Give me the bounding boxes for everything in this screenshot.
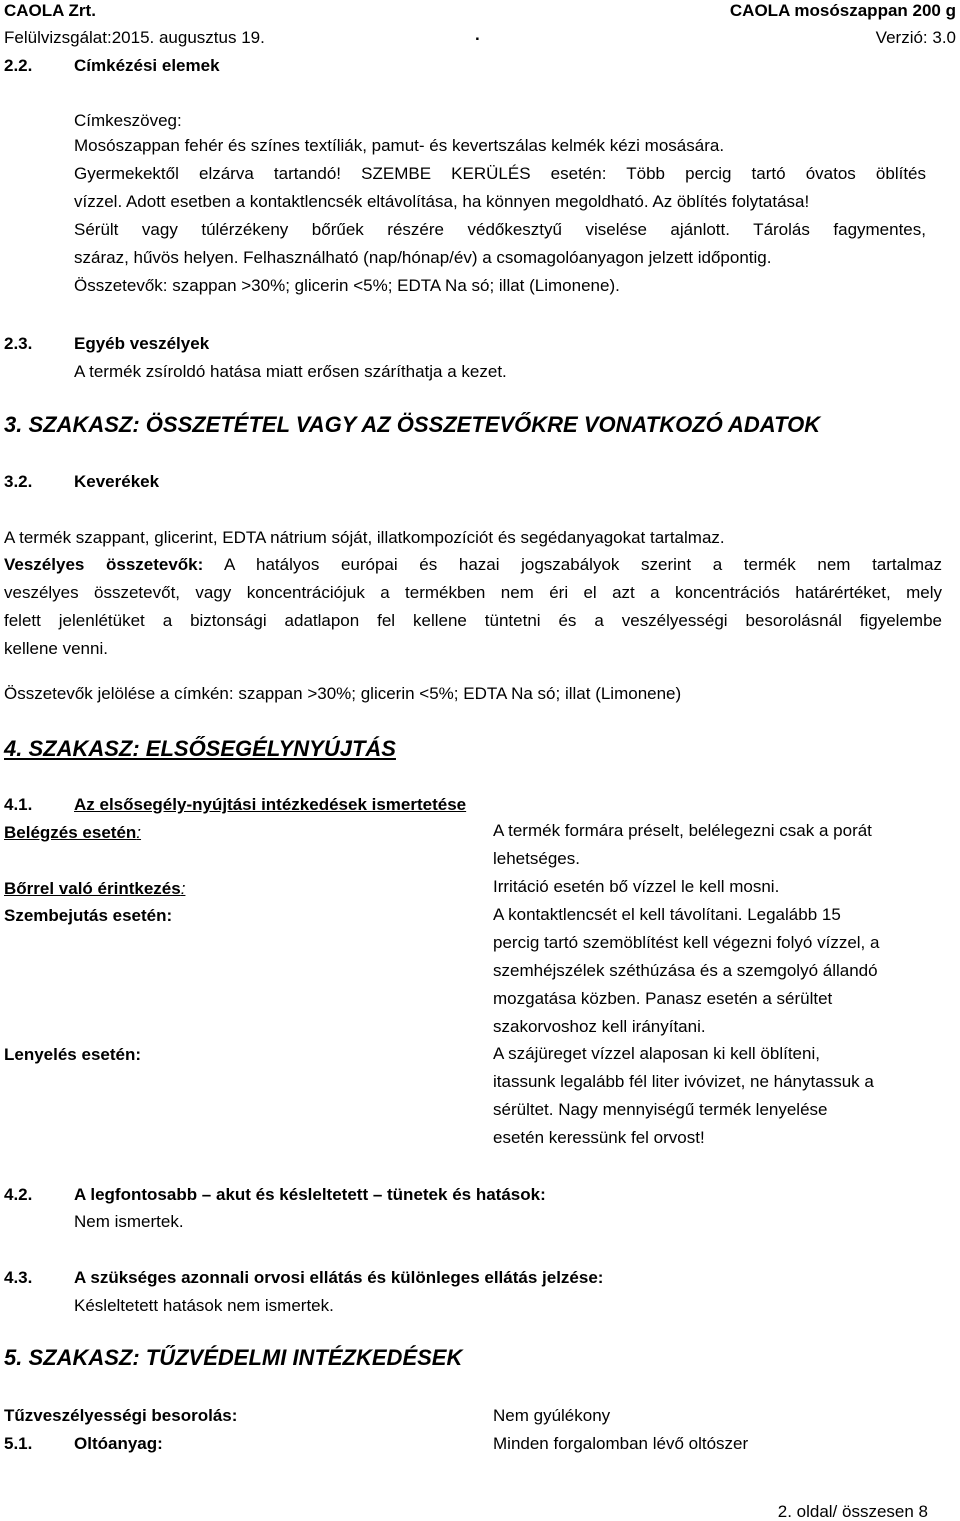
company-name: CAOLA Zrt.: [4, 1, 96, 20]
section-title-mixtures: Keverékek: [74, 472, 160, 491]
section-number-5-1: 5.1.: [4, 1434, 33, 1453]
label-line: Gyermekektől elzárva tartandó! SZEMBE KERÜLÉS esetén: Több percig tartó óvatos öblítés: [74, 164, 926, 183]
other-hazards-text: A termék zsíroldó hatása miatt erősen száríthatja a kezet.: [74, 362, 507, 381]
label-line: vízzel. Adott esetben a kontaktlencsék eltávolítása, ha könnyen megoldható. Az öblítés folytatása!: [74, 192, 810, 211]
label-line: száraz, hűvös helyen. Felhasználható (nap/hónap/év) a csomagolóanyagon jelzett időpontig.: [74, 248, 772, 267]
section-title-medical-attention: A szükséges azonnali orvosi ellátás és különleges ellátás jelzése:: [74, 1268, 604, 1287]
mixture-text: A termék szappant, glicerint, EDTA nátrium sóját, illatkompozíciót és segédanyagokat tartalmaz.: [4, 528, 725, 547]
section-title-other-hazards: Egyéb veszélyek: [74, 334, 210, 353]
inhalation-text: A termék formára préselt, belélegezni csak a porát lehetséges.: [493, 821, 872, 868]
page-number: 2. oldal/ összesen 8: [777, 1502, 928, 1521]
label-line: Sérült vagy túlérzékeny bőrűek részére védőkesztyű viselése ajánlott. Tárolás fagymentes,: [74, 220, 926, 239]
extinguisher-value: Minden forgalomban lévő oltószer: [493, 1434, 749, 1453]
header-dot: .: [475, 25, 480, 44]
section-number-3-2: 3.2.: [4, 472, 33, 491]
hazard-line: kellene venni.: [4, 639, 108, 658]
section-4-heading: 4. SZAKASZ: ELSŐSEGÉLYNYÚJTÁS: [4, 736, 396, 761]
section-number-2-2: 2.2.: [4, 56, 33, 75]
fire-classification-label: Tűzveszélyességi besorolás:: [4, 1406, 238, 1425]
fire-classification-value: Nem gyúlékony: [493, 1406, 611, 1425]
hazard-line: veszélyes összetevőt, vagy koncentrációjuk a termékben nem éri el azt a koncentrációs határértéket, mely: [4, 583, 942, 602]
section-title-first-aid-measures: Az elsősegély-nyújtási intézkedések ismertetése: [74, 795, 467, 814]
label-line: Mosószappan fehér és színes textíliák, pamut- és kevertszálas kelmék kézi mosására.: [74, 136, 725, 155]
eye-contact-text: A kontaktlencsét el kell távolítani. Legalább 15 percig tartó szemöblítést kell végezni folyó vízzel, a szemhéjszélek széthúzása és a szemgolyó állandó mozgatása közben. Panasz esetén a sérültet szakorvoshoz kell irányítani.: [493, 905, 880, 1036]
hazardous-components-text: [4, 551, 942, 663]
skin-contact-label: Bőrrel való érintkezés:: [4, 879, 186, 898]
version: Verzió: 3.0: [875, 28, 956, 47]
ingestion-text: A szájüreget vízzel alaposan ki kell öblíteni, itassunk legalább fél liter ivóvizet, ne hánytassuk a sérültet. Nagy mennyiségű termék lenyelése esetén keressünk fel orvost!: [493, 1044, 874, 1147]
label-text-heading: Címkeszöveg:: [74, 111, 182, 130]
label-line: Összetevők: szappan >30%; glicerin <5%; EDTA Na só; illat (Limonene).: [74, 276, 620, 295]
section-number-4-3: 4.3.: [4, 1268, 33, 1287]
label-components-text: Összetevők jelölése a címkén: szappan >30%; glicerin <5%; EDTA Na só; illat (Limonene): [4, 684, 682, 703]
inhalation-label: Belégzés esetén:: [4, 823, 142, 842]
extinguisher-label: Oltóanyag:: [74, 1434, 163, 1453]
skin-contact-text: Irritáció esetén bő vízzel le kell mosni.: [493, 877, 780, 896]
section-5-heading: 5. SZAKASZ: TŰZVÉDELMI INTÉZKEDÉSEK: [4, 1345, 463, 1370]
eye-contact-label: Szembejutás esetén:: [4, 906, 173, 925]
hazard-label: Veszélyes összetevők:: [4, 555, 204, 574]
ingestion-label: Lenyelés esetén:: [4, 1045, 142, 1064]
revision-date: Felülvizsgálat:2015. augusztus 19.: [4, 28, 265, 47]
section-number-2-3: 2.3.: [4, 334, 33, 353]
section-title-labeling: Címkézési elemek: [74, 56, 220, 75]
symptoms-text: Nem ismertek.: [74, 1212, 184, 1231]
section-title-symptoms: A legfontosabb – akut és késleltetett – tünetek és hatások:: [74, 1185, 546, 1204]
hazard-line: Veszélyes összetevők: A hatályos európai és hazai jogszabályok szerint a termék nem tartalmaz: [4, 555, 942, 574]
section-3-heading: 3. SZAKASZ: ÖSSZETÉTEL VAGY AZ ÖSSZETEVŐKRE VONATKOZÓ ADATOK: [4, 412, 821, 437]
medical-attention-text: Késleltetett hatások nem ismertek.: [74, 1296, 334, 1315]
product-name: CAOLA mosószappan 200 g: [729, 1, 956, 20]
section-number-4-2: 4.2.: [4, 1185, 33, 1204]
section-number-4-1: 4.1.: [4, 795, 33, 814]
label-text-body: [74, 132, 926, 300]
hazard-line: felett jelenlétüket a biztonsági adatlapon fel kellene tüntetni és a veszélyességi besorolásnál figyelembe: [4, 611, 942, 630]
